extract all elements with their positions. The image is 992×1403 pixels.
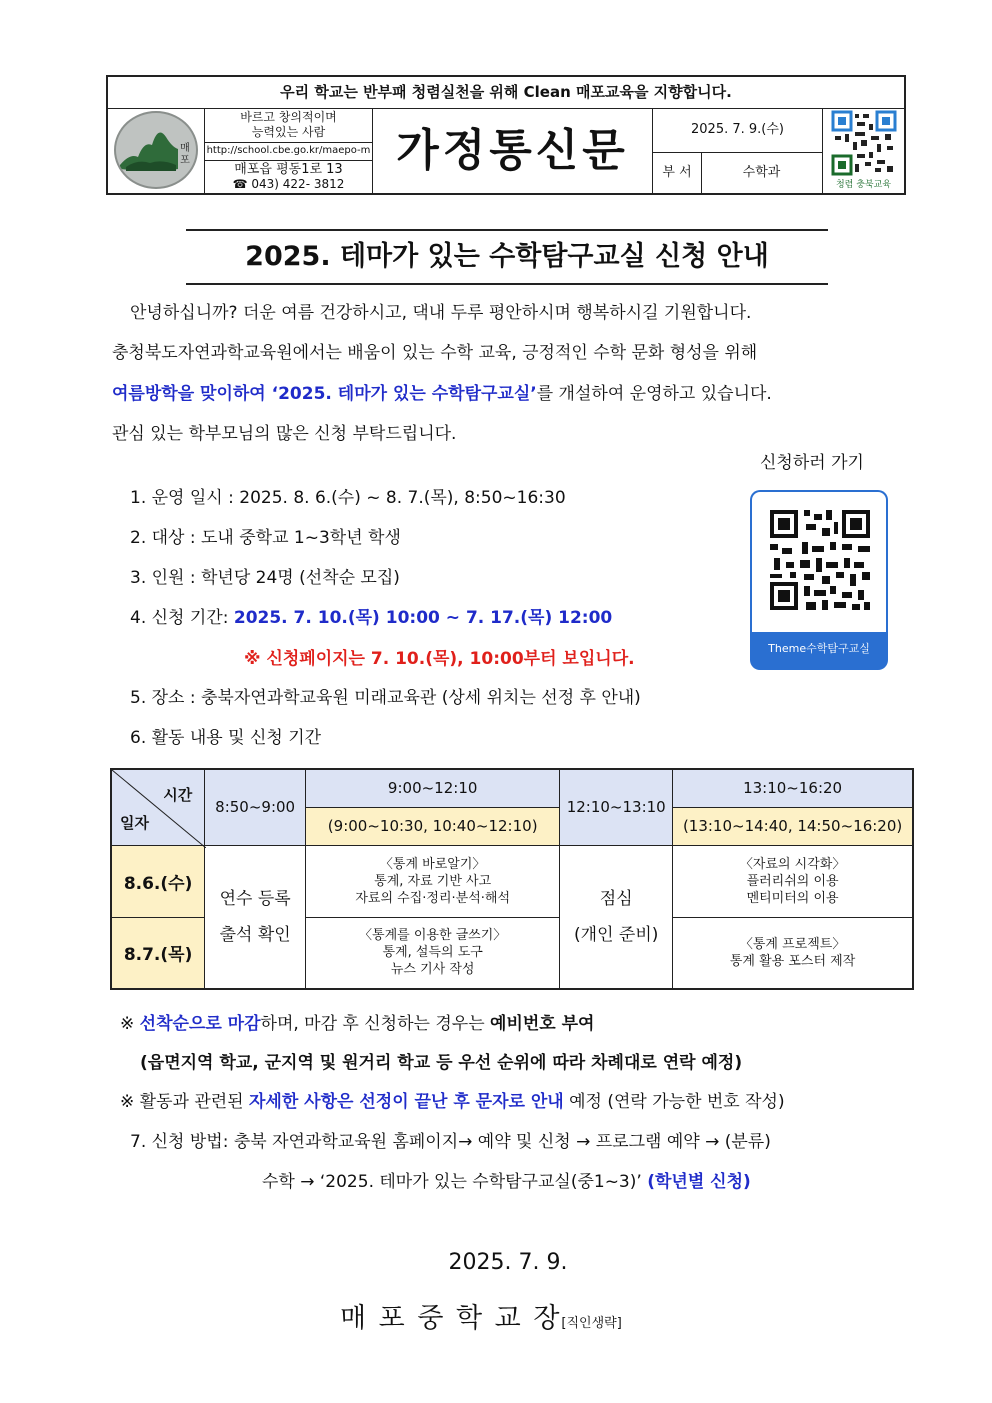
header-qr-cell — [823, 108, 904, 193]
d2-am-title: 〈통계를 이용한 글쓰기〉 — [359, 928, 507, 944]
note-priority: (읍면지역 학교, 군지역 및 원거리 학교 등 우선 순위에 따라 차례대로 연락 예정) — [140, 1053, 743, 1073]
note-3-highlight: 자세한 사항은 선정이 끝난 후 문자로 안내 — [249, 1092, 564, 1112]
qr-caption: 청렴 충북교육 — [835, 180, 892, 190]
corner-time: 시간 — [163, 786, 193, 804]
item-6-activities: 6. 활동 내용 및 신청 기간 — [130, 728, 322, 748]
item-7-method-line-2 — [262, 1172, 751, 1192]
motto-line-1: 바르고 창의적이며 — [240, 110, 337, 124]
school-address: 매포읍 평동1로 13 — [234, 162, 343, 177]
d2-pm-title: 〈통계 프로젝트〉 — [739, 936, 846, 952]
item-4-value: 2025. 7. 10.(목) 10:00 ~ 7. 17.(목) 12:00 — [233, 608, 613, 628]
school-logo — [114, 111, 198, 189]
item-4-label: 4. 신청 기간: — [130, 608, 234, 628]
note-1-bold: 예비번호 부여 — [490, 1014, 595, 1034]
schedule-table — [110, 768, 914, 990]
newsletter-title: 가정통신문 — [396, 125, 629, 176]
school-info-cell — [205, 108, 373, 193]
footer-date: 2025. 7. 9. — [448, 1250, 568, 1275]
apply-qr-card[interactable] — [750, 490, 888, 670]
d2-am-topic-2: 뉴스 기사 작성 — [390, 962, 475, 978]
day1-afternoon-session — [673, 845, 913, 917]
letterhead — [106, 75, 906, 195]
apply-qr-icon — [770, 510, 870, 610]
logo-text: 매 포 — [180, 143, 190, 166]
qr-code-icon — [831, 110, 897, 176]
item-3-capacity: 3. 인원 : 학년당 24명 (선착순 모집) — [130, 568, 400, 588]
registration-line-2: 출석 확인 — [219, 924, 291, 945]
school-url[interactable]: http://school.cbe.go.kr/maepo-m — [205, 142, 372, 161]
slogan: 우리 학교는 반부패 청렴실천을 위해 Clean 매포교육을 지향합니다. — [108, 77, 904, 109]
d2-am-topic-1: 통계, 설득의 도구 — [382, 945, 483, 961]
intro-highlight: 여름방학을 맞이하여 ‘2025. 테마가 있는 수학탐구교실’ — [112, 384, 537, 404]
note-sms — [120, 1092, 785, 1112]
lunch-line-1: 점심 — [599, 888, 633, 909]
intro-line-4: 관심 있는 학부모님의 많은 신청 부탁드립니다. — [112, 424, 457, 444]
item-1-schedule: 1. 운영 일시 : 2025. 8. 6.(수) ~ 8. 7.(목), 8:50~16:30 — [130, 488, 566, 508]
date-dept-cell — [653, 108, 823, 193]
item-4-period — [130, 608, 612, 628]
time-slot-2-detail: (9:00~10:30, 10:40~12:10) — [306, 807, 560, 845]
signer-name: 매 포 중 학 교 장 — [340, 1303, 562, 1334]
time-slot-1: 8:50~9:00 — [205, 769, 306, 845]
item-7-highlight: (학년별 신청) — [647, 1172, 751, 1192]
item-5-location: 5. 장소 : 충북자연과학교육원 미래교육관 (상세 위치는 선정 후 안내) — [130, 688, 641, 708]
dept-label: 부 서 — [653, 152, 702, 193]
day2-morning-session — [306, 917, 560, 989]
intro-line-3-rest: 를 개설하여 운영하고 있습니다. — [536, 384, 772, 404]
diagonal-line — [112, 770, 206, 848]
d1-pm-topic-1: 플러리쉬의 이용 — [746, 873, 839, 889]
intro-line-3 — [112, 384, 772, 404]
note-1-highlight: 선착순으로 마감 — [139, 1014, 261, 1034]
time-slot-2: 9:00~12:10 — [306, 769, 560, 807]
note-3-text-b: 예정 (연락 가능한 번호 작성) — [563, 1092, 785, 1112]
note-1-mark: ※ — [120, 1014, 140, 1034]
intro-line-2: 충청북도자연과학교육원에서는 배움이 있는 수학 교육, 긍정적인 수학 문화 형성을 위해 — [112, 343, 758, 363]
note-1-text: 하며, 마감 후 신청하는 경우는 — [260, 1014, 491, 1034]
lunch-cell — [560, 845, 673, 989]
day-1: 8.6.(수) — [111, 845, 205, 917]
dept-value: 수학과 — [742, 165, 781, 180]
intro-line-1: 안녕하십니까? 더운 여름 건강하시고, 댁내 두루 평안하시며 행복하시길 기원합니다. — [130, 303, 752, 323]
d1-am-topic-1: 통계, 자료 기반 사고 — [374, 873, 492, 889]
corner-date: 일자 — [120, 813, 149, 832]
d1-pm-topic-2: 멘티미터의 이용 — [746, 890, 839, 906]
day-2: 8.7.(목) — [111, 917, 205, 989]
time-slot-4: 13:10~16:20 — [673, 769, 913, 807]
time-slot-3: 12:10~13:10 — [560, 769, 673, 845]
logo-cell — [108, 108, 205, 193]
registration-line-1: 연수 등록 — [219, 888, 291, 909]
day2-afternoon-session — [673, 917, 913, 989]
registration-cell — [205, 845, 306, 989]
time-slot-4-detail: (13:10~14:40, 14:50~16:20) — [673, 807, 913, 845]
item-7-path: 수학 → ‘2025. 테마가 있는 수학탐구교실(중1~3)’ — [262, 1172, 648, 1192]
seal-note: [직인생략] — [561, 1316, 622, 1331]
d1-am-topic-2: 자료의 수집·정리·분석·해석 — [355, 890, 510, 906]
apply-qr-label: 신청하러 가기 — [760, 453, 864, 473]
note-first-come — [120, 1014, 594, 1034]
d1-pm-title: 〈자료의 시각화〉 — [739, 856, 846, 872]
item-7-method: 7. 신청 방법: 충북 자연과학교육원 홈페이지→ 예약 및 신청 → 프로그램 예약 → (분류) — [130, 1132, 771, 1152]
apply-page-note: ※ 신청페이지는 7. 10.(목), 10:00부터 보입니다. — [244, 649, 635, 669]
lunch-line-2: (개인 준비) — [574, 924, 659, 945]
day1-morning-session — [306, 845, 560, 917]
note-3-text-a: ※ 활동과 관련된 — [120, 1092, 249, 1112]
newsletter-title-cell — [373, 108, 653, 193]
document-title: 2025. 테마가 있는 수학탐구교실 신청 안내 — [186, 229, 828, 285]
issue-date: 2025. 7. 9.(수) — [653, 108, 822, 153]
footer-signer — [340, 1296, 622, 1335]
corner-cell — [111, 769, 205, 845]
motto-line-2: 능력있는 사람 — [251, 125, 326, 139]
d2-pm-topic-1: 통계 활용 포스터 제작 — [729, 953, 856, 969]
school-phone: ☎ 043) 422- 3812 — [232, 177, 345, 191]
apply-qr-caption: Theme수학탐구교실 — [768, 642, 870, 655]
item-2-target: 2. 대상 : 도내 중학교 1~3학년 학생 — [130, 528, 401, 548]
apply-qr-area — [752, 492, 886, 632]
d1-am-title: 〈통계 바로알기〉 — [379, 856, 486, 872]
